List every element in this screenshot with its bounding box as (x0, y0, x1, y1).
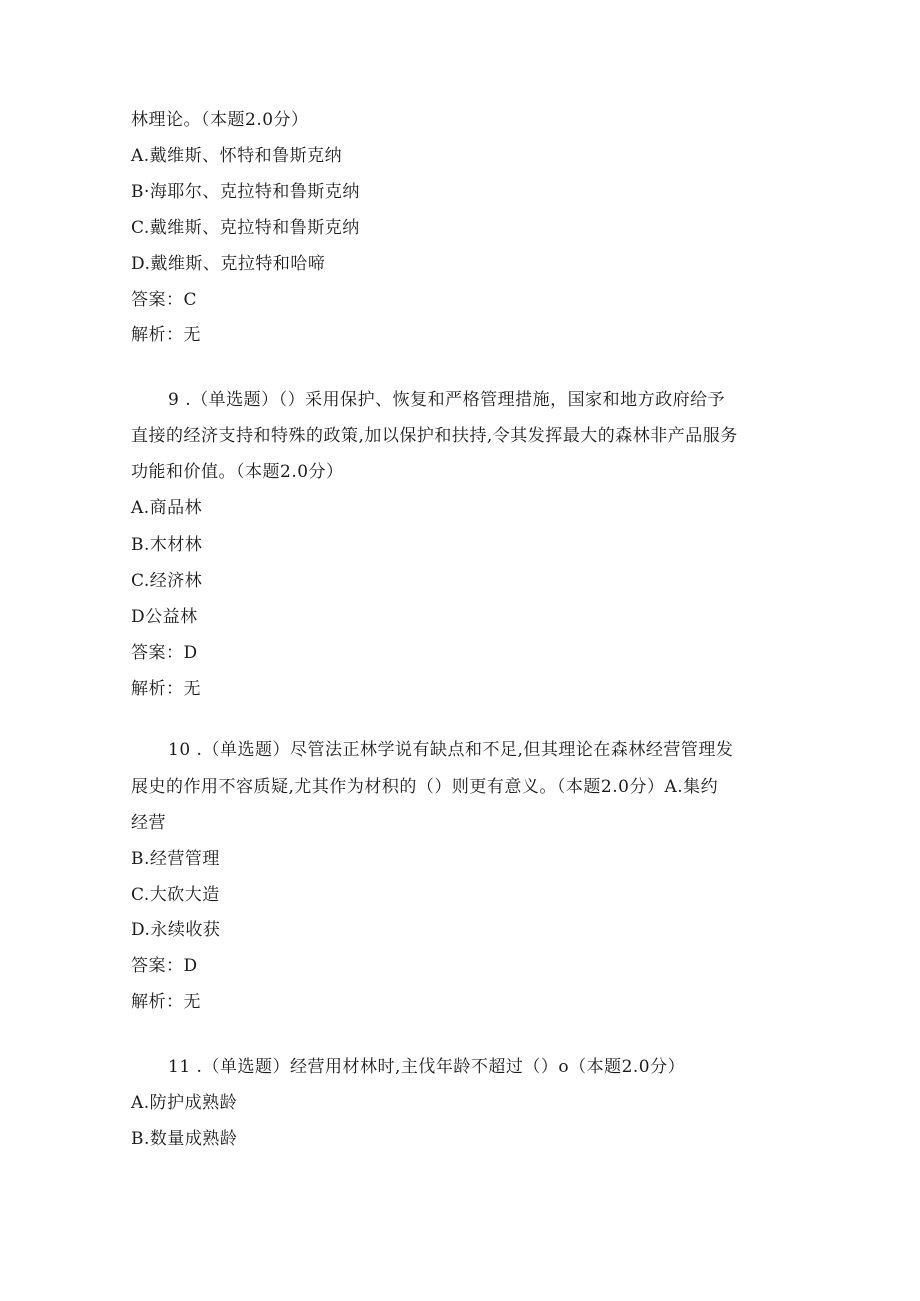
question-stem: 11 .（单选题）经营用材林时,主伐年龄不超过（）o（本题2.0分） (168, 1057, 686, 1077)
option-a: A.商品林 (131, 498, 203, 518)
option-a: A.戴维斯、怀特和鲁斯克纳 (131, 146, 343, 166)
option-c: C.经济林 (131, 571, 203, 591)
question-stem: 9 .（单选题）（）采用保护、恢复和严格管理措施，国家和地方政府给予 (168, 390, 726, 410)
option-b: B·海耶尔、克拉特和鲁斯克纳 (131, 182, 360, 202)
question-stem: 展史的作用不容质疑,尤其作为材积的（）则更有意义。（本题2.0分）A.集约 (131, 777, 719, 797)
option-b: B.木材林 (131, 535, 203, 555)
option-c: C.戴维斯、克拉特和鲁斯克纳 (131, 218, 360, 238)
option-a: A.防护成熟龄 (131, 1093, 238, 1113)
answer: 答案：D (131, 643, 198, 663)
analysis: 解析：无 (131, 679, 201, 699)
answer: 答案：C (131, 290, 198, 310)
question-stem: 经营 (131, 813, 166, 833)
option-b: B.数量成熟龄 (131, 1129, 238, 1149)
answer: 答案：D (131, 956, 198, 976)
question-stem: 功能和价值。（本题2.0分） (131, 462, 344, 482)
option-d: D.戴维斯、克拉特和哈啼 (131, 254, 326, 274)
question-stem: 直接的经济支持和特殊的政策,加以保护和扶持,令其发挥最大的森林非产品服务 (131, 426, 738, 446)
analysis: 解析：无 (131, 992, 201, 1012)
option-d: D.永续收获 (131, 920, 221, 940)
option-b: B.经营管理 (131, 849, 220, 869)
option-d: D公益林 (131, 607, 198, 627)
question-stem: 林理论。（本题2.0分） (131, 110, 309, 130)
option-c: C.大砍大造 (131, 885, 220, 905)
analysis: 解析：无 (131, 325, 201, 345)
question-stem: 10 .（单选题）尽管法正林学说有缺点和不足,但其理论在森林经营管理发 (168, 740, 734, 760)
